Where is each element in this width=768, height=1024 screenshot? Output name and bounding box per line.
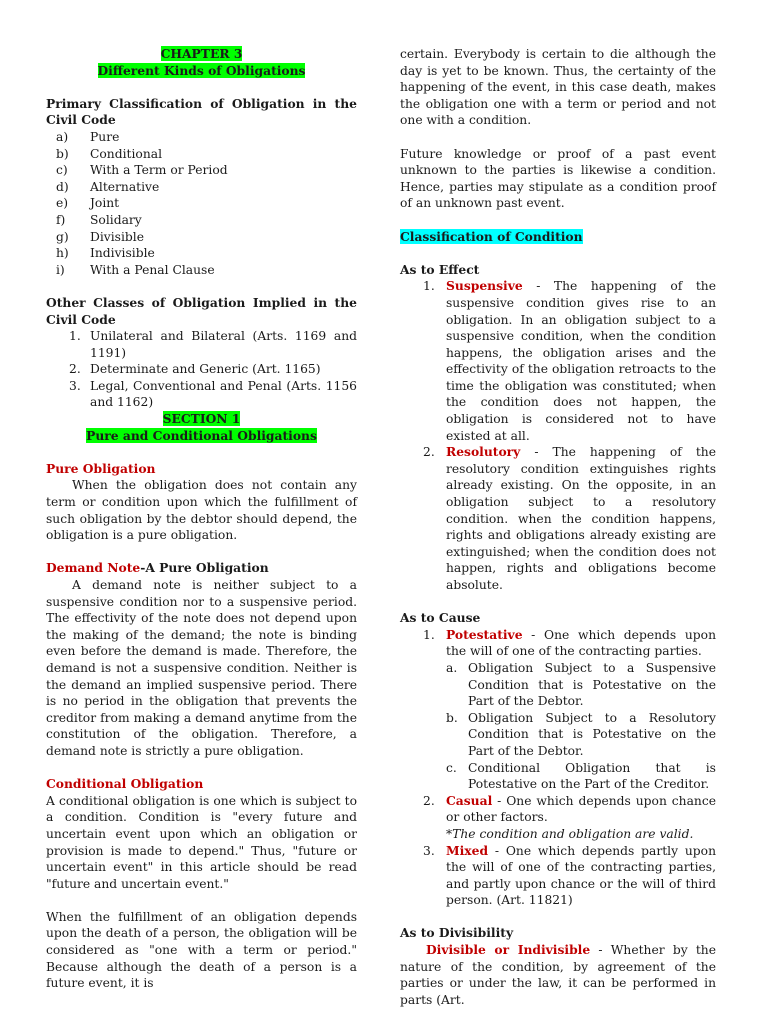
list-item: d) Alternative xyxy=(56,179,160,194)
right-column xyxy=(400,46,716,1008)
pure-heading: Pure Obligation xyxy=(46,460,156,476)
list-item: b) Conditional xyxy=(56,146,162,161)
list-item: b. Obligation Subject to a Resolutory Condition that is Potestative on the Part of the Debtor. xyxy=(446,710,716,758)
list-item: f) Solidary xyxy=(56,212,142,227)
list-item: a) Pure xyxy=(56,129,120,144)
list-item: h) Indivisible xyxy=(56,246,155,261)
list-item: 1. Unilateral and Bilateral (Arts. 1169 and 1191) xyxy=(69,329,357,360)
list-item: i) With a Penal Clause xyxy=(56,262,215,277)
primary-heading: Primary Classification of Obligation in the Civil Code xyxy=(46,95,357,128)
section-title: Pure and Conditional Obligations xyxy=(86,427,317,443)
divisibility-body: Divisible or Indivisible - Whether by the nature of the condition, by agreement of the parties or under the law, it can be performed in parts (Art. xyxy=(400,942,716,1007)
chapter-number: CHAPTER 3 xyxy=(160,46,243,61)
casual-note: *The condition and obligation are valid. xyxy=(446,826,694,841)
list-item: 1. Potestative - One which depends upon the will of one of the contracting parties. a. Obligation Subject to a Suspensive Condition that is Potestative on the Part of the Debtor. b. Obligation Subject to a Resolutory Condition that is Potestative on the Part of the Debtor. c. Conditional Obligation that is Potestative on the Part of the Creditor. xyxy=(423,626,716,792)
list-item: c) With a Term or Period xyxy=(56,163,228,178)
section-number: SECTION 1 xyxy=(162,411,241,427)
divisibility-heading: As to Divisibility xyxy=(400,925,514,941)
other-list xyxy=(69,328,357,411)
potestative-sub-list xyxy=(446,660,716,793)
effect-list xyxy=(423,278,716,593)
list-item: 2. Casual - One which depends upon chance or other factors. *The condition and obligation are valid. xyxy=(423,792,716,841)
list-item: 1. Suspensive - The happening of the suspensive condition gives rise to an obligation. In an obligation subject to a suspensive condition, when the condition happens, the obligation arises and the effectivity of the obligation retroacts to the time the obligation was constituted; when the condition does not happen, the obligation is considered not to have existed at all. xyxy=(423,278,716,443)
list-item: e) Joint xyxy=(56,196,120,211)
conditional-body-2: When the fulfillment of an obligation depends upon the death of a person, the obligation will be considered as "one with a term or period." Because although the death of a person is a future event, it is xyxy=(46,909,357,991)
list-item: a. Obligation Subject to a Suspensive Condition that is Potestative on the Part of the Debtor. xyxy=(446,660,716,709)
list-item: 3. Legal, Conventional and Penal (Arts. 1156 and 1162) xyxy=(69,378,357,410)
classification-heading: Classification of Condition xyxy=(400,228,583,244)
list-item: g) Divisible xyxy=(56,229,144,244)
cause-heading: As to Cause xyxy=(400,610,481,626)
list-item: 3. Mixed - One which depends partly upon the will of one of the contracting parties, and partly upon chance or the will of third person. (Art. 11821) xyxy=(423,842,716,908)
chapter-title: Different Kinds of Obligations xyxy=(97,62,306,78)
conditional-body: A conditional obligation is one which is subject to a condition. Condition is "every future and uncertain event upon which an obligation or provision is made to depend." Thus, "future or uncertain event" in this article should be read "future and uncertain event." xyxy=(46,793,357,891)
conditional-heading: Conditional Obligation xyxy=(46,776,204,792)
demand-body: A demand note is neither subject to a suspensive condition nor to a suspensive period. The effectivity of the note does not depend upon the making of the demand; the note is binding even before the demand is made. Therefore, the demand is not a suspensive condition. Neither is the demand an implied suspensive period. There is no period in the obligation that prevents the creditor from making a demand anytime from the constitution of the obligation. Therefore, a demand note is strictly a pure obligation. xyxy=(46,578,357,758)
left-column xyxy=(46,46,357,992)
pure-body: When the obligation does not contain any term or condition upon which the fulfillment of such obligation by the debtor should depend, the obligation is a pure obligation. xyxy=(46,478,357,543)
continued-text: certain. Everybody is certain to die although the day is yet to be known. Thus, the certainty of the happening of the event, in this case death, makes the obligation one with a term or period and not one with a condition. xyxy=(400,47,716,128)
future-knowledge-text: Future knowledge or proof of a past event unknown to the parties is likewise a condition. Hence, parties may stipulate as a condition proof of an unknown past event. xyxy=(400,146,716,211)
list-item: 2. Resolutory - The happening of the resolutory condition extinguishes rights already existing. On the opposite, in an obligation subject to a resolutory condition. when the condition happens, rights and obligations already existing are extinguished; when the condition does not happen, rights and obligations become absolute. xyxy=(423,444,716,592)
primary-list xyxy=(56,129,357,278)
other-heading: Other Classes of Obligation Implied in the Civil Code xyxy=(46,294,357,327)
cause-list xyxy=(423,627,716,909)
list-item: 2. Determinate and Generic (Art. 1165) xyxy=(69,362,321,377)
effect-heading: As to Effect xyxy=(400,261,480,277)
list-item: c. Conditional Obligation that is Potestative on the Part of the Creditor. xyxy=(446,760,716,792)
demand-heading: Demand Note-A Pure Obligation xyxy=(46,560,269,576)
